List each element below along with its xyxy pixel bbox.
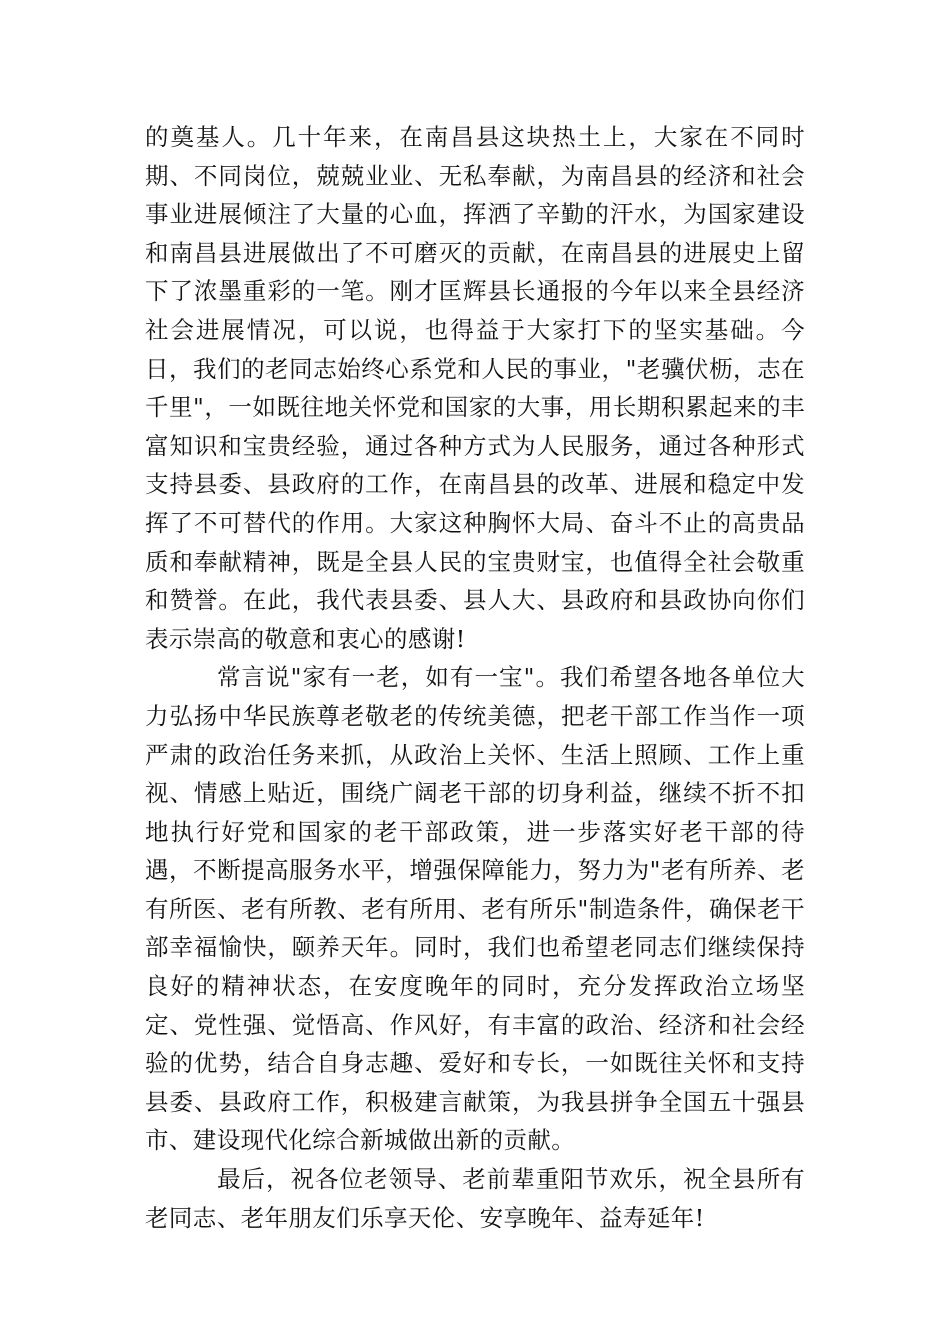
document-body [145,118,805,1237]
paragraph-1: 的奠基人。几十年来，在南昌县这块热土上，大家在不同时期、不同岗位，兢兢业业、无私奉献，为南昌县的经济和社会事业进展倾注了大量的心血，挥洒了辛勤的汗水，为国家建设和南昌县进展做出了不可磨灭的贡献，在南昌县的进展史上留下了浓墨重彩的一笔。刚才匡辉县长通报的今年以来全县经济社会进展情况，可以说，也得益于大家打下的坚实基础。今日，我们的老同志始终心系党和人民的事业，"老骥伏枥，志在千里"，一如既往地关怀党和国家的大事，用长期积累起来的丰富知识和宝贵经验，通过各种方式为人民服务，通过各种形式支持县委、县政府的工作，在南昌县的改革、进展和稳定中发挥了不可替代的作用。大家这种胸怀大局、奋斗不止的高贵品质和奉献精神，既是全县人民的宝贵财宝，也值得全社会敬重和赞誉。在此，我代表县委、县人大、县政府和县政协向你们表示崇高的敬意和衷心的感谢! [145,123,805,653]
paragraph-3: 最后，祝各位老领导、老前辈重阳节欢乐，祝全县所有老同志、老年朋友们乐享天伦、安享晚年、益寿延年! [145,1165,805,1232]
paragraph-2: 常言说"家有一老，如有一宝"。我们希望各地各单位大力弘扬中华民族尊老敬老的传统美德，把老干部工作当作一项严肃的政治任务来抓，从政治上关怀、生活上照顾、工作上重视、情感上贴近，围绕广阔老干部的切身利益，继续不折不扣地执行好党和国家的老干部政策，进一步落实好老干部的待遇，不断提高服务水平，增强保障能力，努力为"老有所养、老有所医、老有所教、老有所用、老有所乐"制造条件，确保老干部幸福愉快，颐养天年。同时，我们也希望老同志们继续保持良好的精神状态，在安度晚年的同时，充分发挥政治立场坚定、党性强、觉悟高、作风好，有丰富的政治、经济和社会经验的优势，结合自身志趣、爱好和专长，一如既往关怀和支持县委、县政府工作，积极建言献策，为我县拼争全国五十强县市、建设现代化综合新城做出新的贡献。 [145,663,805,1155]
